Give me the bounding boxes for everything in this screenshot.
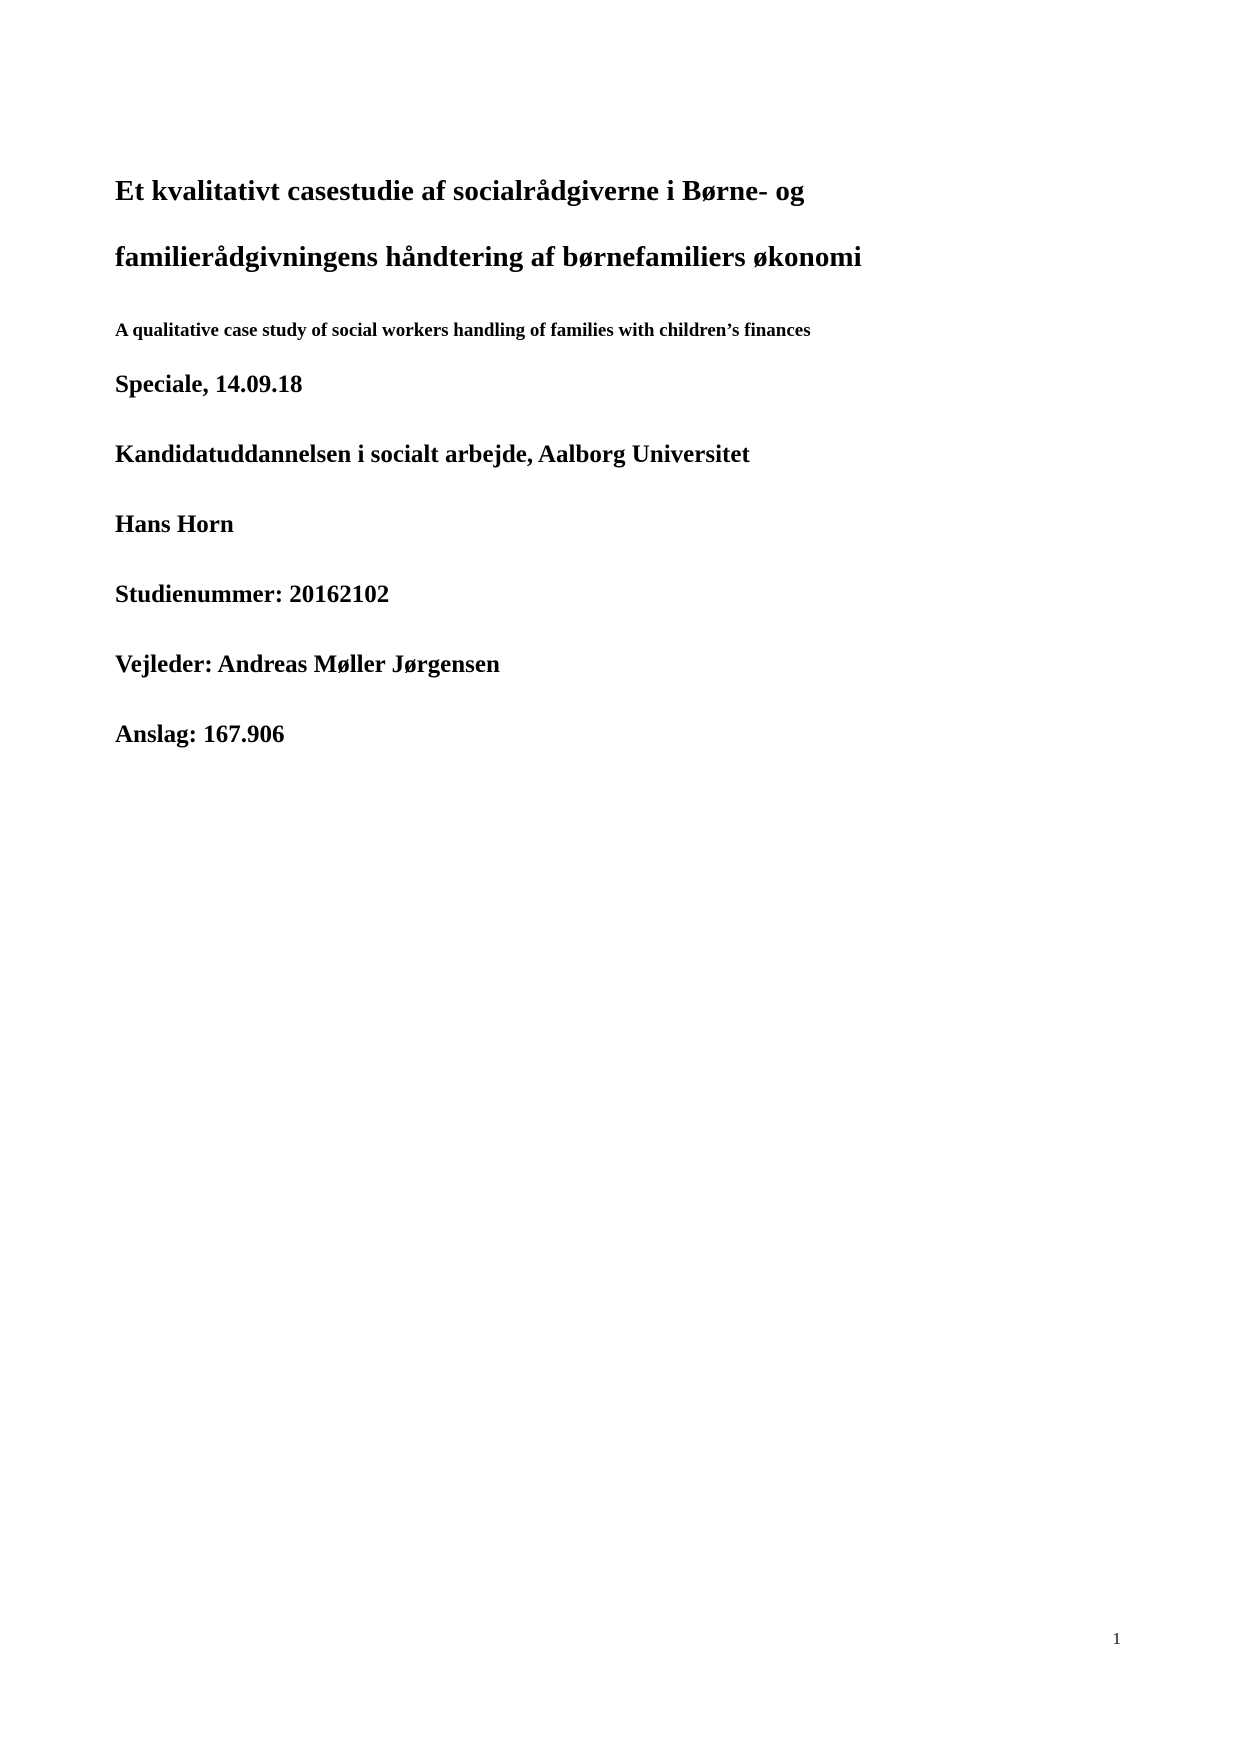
character-count: Anslag: 167.906 bbox=[115, 721, 285, 748]
student-number: Studienummer: 20162102 bbox=[115, 581, 390, 608]
title-page-content bbox=[115, 158, 1055, 752]
thesis-type-date: Speciale, 14.09.18 bbox=[115, 371, 303, 398]
page-title: Et kvalitativt casestudie af socialrådgiverne i Børne- og familierådgivningens håndtering af børnefamiliers økonomi bbox=[115, 175, 862, 273]
supervisor-name: Vejleder: Andreas Møller Jørgensen bbox=[115, 651, 500, 678]
thesis-metadata-block bbox=[115, 368, 1055, 752]
page-number: 1 bbox=[1112, 1629, 1121, 1648]
author-name: Hans Horn bbox=[115, 511, 234, 538]
english-subtitle: A qualitative case study of social workers handling of families with children’s finances bbox=[115, 320, 811, 341]
programme-university: Kandidatuddannelsen i socialt arbejde, Aalborg Universitet bbox=[115, 441, 750, 468]
